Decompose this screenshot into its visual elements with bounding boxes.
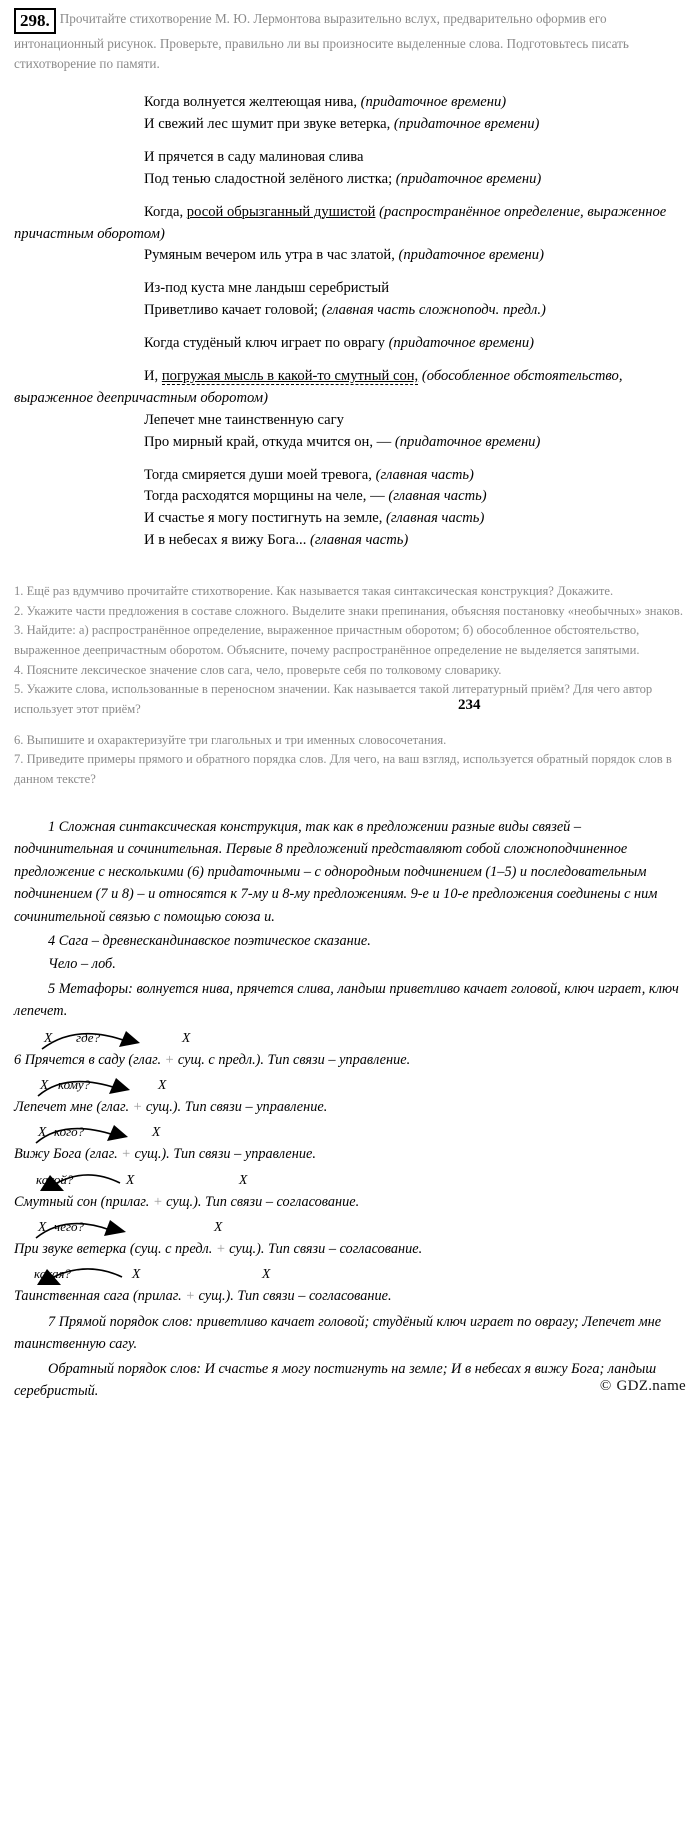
poem-line-text: И прячется в саду малиновая слива: [144, 148, 364, 165]
phrase-diagram-lepechet: [14, 1072, 684, 1117]
phrase-text: [14, 1098, 684, 1117]
answer-5-metaphors: 5 Метафоры: волнуется нива, прячется слива, ландыш приветливо качает головой, ключ играет, ключ лепечет.: [14, 980, 679, 1020]
exercise-instruction: Прочитайте стихотворение М. Ю. Лермонтова выразительно вслух, предварительно оформив его интонационный рисунок. Проверьте, правильно ли вы произносите выделенные слова. Подготовьтесь писать стихотворение по памяти.: [14, 11, 629, 72]
page-number: 234: [458, 697, 481, 714]
poem-line: [14, 147, 690, 169]
poem-stanza: [14, 92, 690, 136]
poem-block: [0, 92, 700, 552]
poem-line-note: (главная часть): [386, 510, 485, 527]
phrase-arrow-row: [14, 1214, 684, 1240]
x-marker-right: X: [158, 1077, 167, 1093]
poem-line-text: И счастье я могу постигнуть на земле,: [144, 510, 387, 527]
x-marker-mid: X: [126, 1171, 135, 1187]
phrase-prefix: При звуке ветерка (сущ. с предл.: [14, 1240, 216, 1257]
answers-block: [0, 816, 700, 1403]
x-marker-right: X: [262, 1266, 271, 1282]
poem-line-text: Тогда смиряется души моей тревога,: [144, 466, 376, 483]
plus-sign: +: [132, 1099, 143, 1116]
phrase-arrow-row: [14, 1167, 684, 1193]
poem-line-text: Когда,: [144, 203, 187, 220]
phrase-prefix: Лепечет мне (глаг.: [14, 1099, 133, 1116]
poem-line: [14, 465, 690, 487]
phrase-suffix: сущ.). Тип связи – согласование.: [225, 1240, 423, 1257]
poem-line: [14, 486, 690, 508]
plus-sign: +: [152, 1193, 163, 1210]
poem-line: [14, 278, 690, 300]
poem-line-text: Про мирный край, откуда мчится он, —: [144, 433, 395, 450]
poem-stanza: [14, 278, 690, 322]
question-item: 5. Укажите слова, использованные в переносном значении. Как называется такой литературный приём? Для чего автор использует этот приём?: [14, 682, 653, 716]
phrase-diagram-pri-zvuke: [14, 1214, 684, 1259]
phrase-diagram-tainstvennaya-saga: [14, 1261, 684, 1306]
underlined-participial-phrase: росой обрызганный душистой: [186, 203, 376, 220]
site-name: GDZ.name: [616, 1377, 686, 1394]
phrase-text: [14, 1240, 684, 1259]
poem-stanza: [14, 366, 690, 454]
poem-line-text: Тогда расходятся морщины на челе, —: [144, 488, 389, 505]
arrow-arc-icon: [14, 1119, 274, 1145]
phrase-suffix: сущ.). Тип связи – согласование.: [194, 1288, 392, 1305]
phrase-prefix: Вижу Бога (глаг.: [14, 1146, 122, 1163]
poem-line: [14, 432, 690, 454]
question-item: 6. Выпишите и охарактеризуйте три глагольных и три именных словосочетания.: [14, 732, 447, 747]
phrase-prefix: Смутный сон (прилаг.: [14, 1193, 153, 1210]
poem-line: [14, 366, 690, 410]
poem-line-note: (обособленное обстоятельство, выраженное деепричастным оборотом): [14, 368, 623, 406]
x-marker-right: X: [152, 1124, 161, 1140]
phrase-suffix: сущ.). Тип связи – управление.: [130, 1146, 316, 1163]
spacer: [14, 720, 686, 731]
phrase-prefix: Таинственная сага (прилаг.: [14, 1288, 186, 1305]
poem-line: [14, 114, 690, 136]
poem-line-note: (придаточное времени): [398, 247, 544, 264]
poem-line-note: (главная часть): [388, 488, 487, 505]
arrow-arc-icon: [14, 1025, 274, 1051]
question-word: где?: [76, 1029, 101, 1045]
poem-line-note: (придаточное времени): [394, 433, 541, 450]
answer-7-reverse-order: Обратный порядок слов: И счастье я могу постигнуть на земле; И в небесах я вижу Бога; ландыш серебристый.: [14, 1360, 657, 1400]
x-marker-left: X: [40, 1077, 49, 1093]
poem-line-text: Лепечет мне таинственную сагу: [144, 411, 344, 428]
poem-line-note: (главная часть): [310, 532, 409, 549]
footer-copyright: [600, 1378, 686, 1395]
question-word: кого?: [54, 1124, 85, 1140]
poem-line-text: Из-под куста мне ландыш серебристый: [144, 280, 390, 297]
poem-line-text: Под тенью сладостной зелёного листка;: [144, 170, 396, 187]
poem-line: [14, 169, 690, 191]
question-word: какая?: [34, 1266, 72, 1282]
poem-line-note: (придаточное времени): [388, 335, 535, 352]
phrase-arrow-row: [14, 1025, 684, 1051]
poem-line-note: (придаточное времени): [395, 170, 542, 187]
phrase-suffix: сущ.). Тип связи – согласование.: [162, 1193, 360, 1210]
poem-line-text: Румяным вечером иль утра в час златой,: [144, 247, 399, 264]
phrase-text: [14, 1287, 684, 1306]
plus-sign: +: [185, 1288, 195, 1305]
plus-sign: +: [164, 1051, 175, 1068]
poem-stanza: [14, 465, 690, 553]
plus-sign: +: [215, 1240, 226, 1257]
task-header: [0, 0, 700, 78]
poem-line-text: Когда волнуется желтеющая нива,: [144, 94, 361, 111]
questions-list: [0, 582, 700, 789]
poem-line-note: (придаточное времени): [393, 116, 540, 133]
poem-line-text: И в небесах я вижу Бога...: [144, 532, 310, 549]
phrase-diagram-vizhu-boga: [14, 1119, 684, 1164]
answer-4-saga: 4 Сага – древнескандинавское поэтическое сказание.: [48, 933, 371, 950]
answer-4-chelo: Чело – лоб.: [48, 956, 116, 973]
x-marker-mid: X: [132, 1266, 141, 1282]
exercise-number: 298.: [14, 8, 56, 34]
poem-line-note: (главная часть сложноподч. предл.): [321, 302, 546, 319]
poem-line-note: (распространённое определение, выраженное причастным оборотом): [14, 203, 667, 242]
arrow-arc-icon: [14, 1072, 274, 1098]
x-marker-right: X: [182, 1029, 191, 1045]
phrase-suffix: сущ.). Тип связи – управление.: [142, 1099, 328, 1116]
poem-line-text: И,: [144, 368, 162, 385]
plus-sign: +: [121, 1146, 131, 1163]
x-marker-right: X: [239, 1171, 248, 1187]
poem-line: [14, 202, 690, 246]
question-item: 2. Укажите части предложения в составе сложного. Выделите знаки препинания, объясняя постановку «необычных» знаков.: [14, 603, 683, 618]
phrase-text: [14, 1193, 684, 1212]
poem-stanza: [14, 202, 690, 268]
poem-line: [14, 508, 690, 530]
phrase-diagram-pryachetsya: [14, 1025, 684, 1070]
poem-stanza: [14, 147, 690, 191]
answer-7-direct-order: 7 Прямой порядок слов: приветливо качает головой; студёный ключ играет по оврагу; Лепечет мне таинственную сагу.: [14, 1313, 662, 1353]
poem-line: [14, 300, 690, 322]
phrase-prefix: 6 Прячется в саду (глаг.: [14, 1051, 165, 1068]
poem-line-note: (главная часть): [375, 466, 474, 483]
copyright-icon: ©: [599, 1377, 612, 1394]
underlined-adverbial-phrase: погружая мысль в какой-то смутный сон,: [161, 368, 419, 385]
question-item: 7. Приведите примеры прямого и обратного порядка слов. Для чего, на ваш взгляд, используется обратный порядок слов в данном тексте?: [14, 752, 672, 786]
phrase-text: [14, 1145, 684, 1164]
question-word: кому?: [58, 1077, 91, 1093]
poem-line-text: Когда студёный ключ играет по оврагу: [144, 335, 389, 352]
phrase-arrow-row: [14, 1119, 684, 1145]
answer-1: 1 Сложная синтаксическая конструкция, так как в предложении разные виды связей – подчинительная и сочинительная. Первые 8 предложений представляют собой сложноподчиненное предложение с несколькими (6) придаточными – с однородным подчинением (1–5) и последовательным подчинением (7 и 8) – и относятся к 7-му и 8-му предложениям. 9-е и 10-е предложения соединены с ним сочинительной связью с помощью союза и.: [14, 818, 658, 925]
phrase-arrow-row: [14, 1261, 684, 1287]
phrase-text: [14, 1051, 684, 1070]
poem-line-note: (придаточное времени): [360, 94, 507, 111]
question-word: чего?: [54, 1218, 85, 1234]
question-item: 3. Найдите: а) распространённое определение, выраженное причастным оборотом; б) обособленное обстоятельство, выраженное деепричастным оборотом. Объясните, почему распространённое определение не выделяется запятыми.: [14, 623, 640, 658]
poem-line: [14, 410, 690, 432]
poem-line: [14, 530, 690, 552]
poem-line: [14, 245, 690, 267]
poem-line-text: И свежий лес шумит при звуке ветерка,: [144, 116, 394, 133]
x-marker-left: X: [38, 1218, 47, 1234]
question-word: какой?: [36, 1171, 74, 1187]
poem-line: [14, 333, 690, 355]
question-item: 1. Ещё раз вдумчиво прочитайте стихотворение. Как называется такая синтаксическая конструкция? Докажите.: [14, 584, 614, 599]
question-item: 4. Поясните лексическое значение слов сага, чело, проверьте себя по толковому словарику.: [14, 662, 502, 677]
x-marker-left: X: [38, 1124, 47, 1140]
poem-line-text: Приветливо качает головой;: [144, 302, 322, 319]
x-marker-left: X: [44, 1029, 53, 1045]
poem-line: [14, 92, 690, 114]
phrase-arrow-row: [14, 1072, 684, 1098]
phrase-diagram-smutnyj-son: [14, 1167, 684, 1212]
x-marker-right: X: [214, 1218, 223, 1234]
poem-stanza: [14, 333, 690, 355]
phrase-suffix: сущ. с предл.). Тип связи – управление.: [174, 1051, 411, 1068]
